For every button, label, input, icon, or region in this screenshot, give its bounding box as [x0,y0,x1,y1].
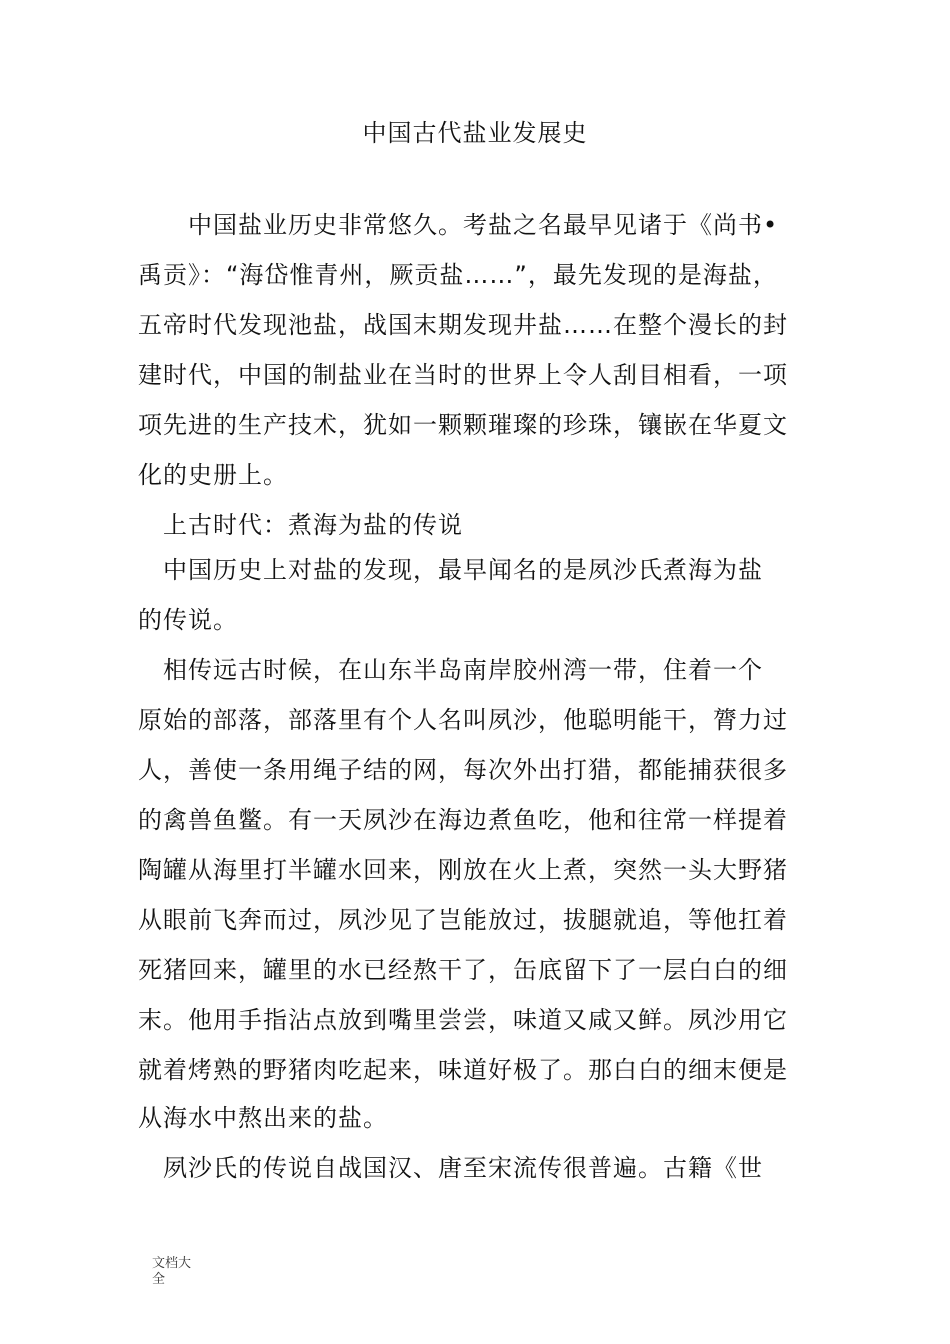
body-line: 从海水中熬出来的盐。 [138,1104,388,1132]
body-line: 中国历史上对盐的发现，最早闻名的是夙沙氏煮海为盐 [138,556,763,584]
footer-label: 文档大全 [152,1256,192,1287]
body-line: 夙沙氏的传说自战国汉、唐至宋流传很普遍。古籍《世 [138,1154,763,1182]
section-heading: 上古时代：煮海为盐的传说 [138,511,463,539]
body-line: 建时代，中国的制盐业在当时的世界上令人刮目相看，一项 [138,361,788,389]
body-line: 末。他用手指沾点放到嘴里尝尝，味道又咸又鲜。夙沙用它 [138,1006,788,1034]
body-line: 从眼前飞奔而过，夙沙见了岂能放过，拔腿就追，等他扛着 [138,906,788,934]
body-line: 的传说。 [138,606,238,634]
body-line: 陶罐从海里打半罐水回来，刚放在火上煮，突然一头大野猪 [138,856,788,884]
body-line: 就着烤熟的野猪肉吃起来，味道好极了。那白白的细末便是 [138,1056,788,1084]
body-line: 中国盐业历史非常悠久。考盐之名最早见诸于《尚书• [138,211,779,239]
body-line: 化的史册上。 [138,461,288,489]
body-line: 相传远古时候，在山东半岛南岸胶州湾一带，住着一个 [138,656,763,684]
body-line: 原始的部落，部落里有个人名叫夙沙，他聪明能干，膂力过 [138,706,788,734]
body-line: 的禽兽鱼鳖。有一天夙沙在海边煮鱼吃，他和往常一样提着 [138,806,788,834]
body-line: 项先进的生产技术，犹如一颗颗璀璨的珍珠，镶嵌在华夏文 [138,411,788,439]
body-line: 人，善使一条用绳子结的网，每次外出打猎，都能捕获很多 [138,756,788,784]
page-title: 中国古代盐业发展史 [362,119,588,147]
body-line: 五帝时代发现池盐，战国末期发现井盐……在整个漫长的封 [138,311,788,339]
body-line: 禹贡》：“海岱惟青州，厥贡盐……”，最先发现的是海盐， [138,261,778,289]
body-line: 死猪回来，罐里的水已经熬干了，缶底留下了一层白白的细 [138,956,788,984]
